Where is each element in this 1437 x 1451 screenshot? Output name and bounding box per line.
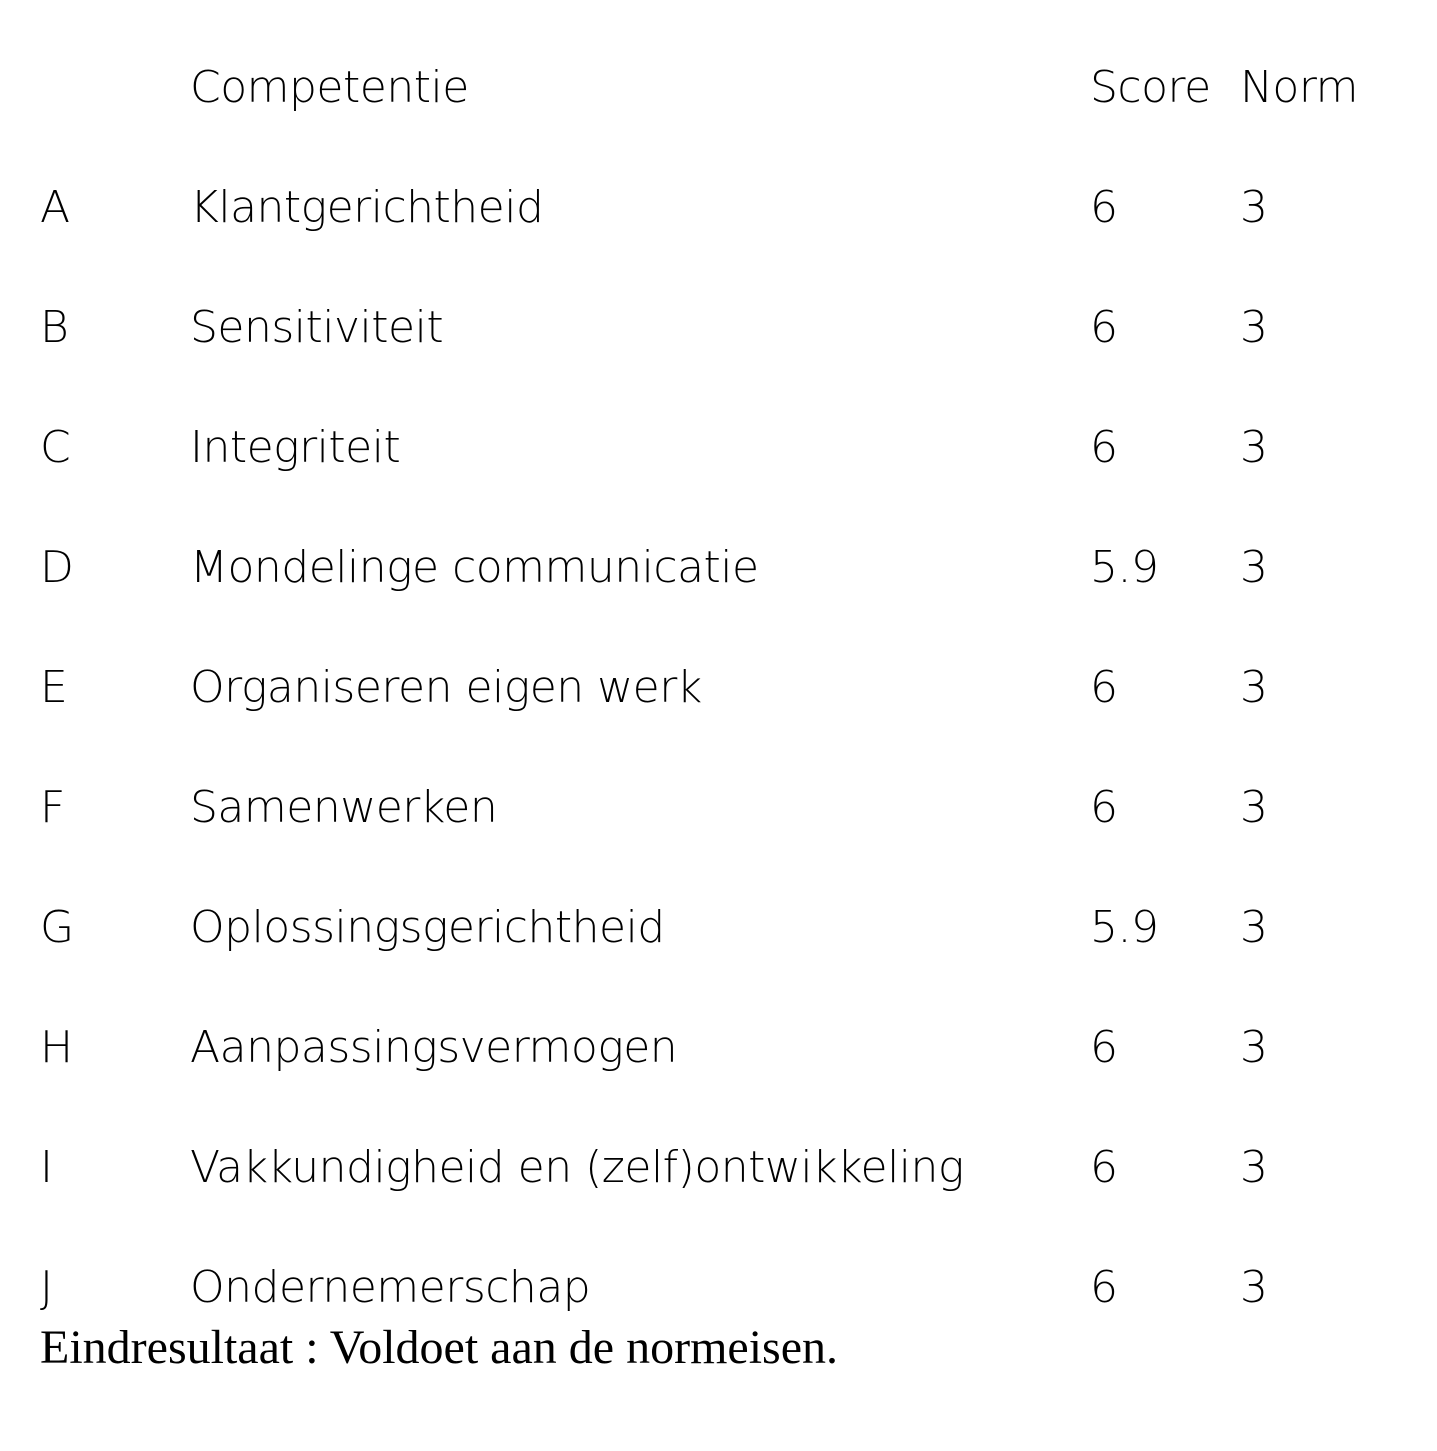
row-norm: 3: [1240, 422, 1268, 473]
row-competency: Mondelinge communicatie: [190, 542, 759, 593]
row-score: 5.9: [1090, 542, 1159, 593]
table-header: [0, 58, 1437, 118]
final-result: Eindresultaat : Voldoet aan de normeisen.: [40, 1321, 839, 1374]
row-competency: Samenwerken: [190, 782, 498, 833]
row-competency: Oplossingsgerichtheid: [190, 902, 665, 953]
row-letter: J: [40, 1262, 53, 1313]
row-letter: F: [40, 782, 65, 833]
row-norm: 3: [1240, 1262, 1268, 1313]
table-row: [0, 538, 1437, 598]
row-score: 6: [1090, 1022, 1118, 1073]
table-row: [0, 1138, 1437, 1198]
row-score: 6: [1090, 1262, 1118, 1313]
row-letter: H: [40, 1022, 73, 1073]
table-row: [0, 898, 1437, 958]
row-letter: C: [40, 422, 71, 473]
table-row: [0, 658, 1437, 718]
row-norm: 3: [1240, 542, 1268, 593]
row-norm: 3: [1240, 902, 1268, 953]
row-score: 6: [1090, 302, 1118, 353]
table-row: [0, 178, 1437, 238]
header-score: Score: [1090, 62, 1211, 113]
row-competency: Organiseren eigen werk: [190, 662, 702, 713]
row-norm: 3: [1240, 1142, 1268, 1193]
row-letter: G: [40, 902, 74, 953]
row-norm: 3: [1240, 182, 1268, 233]
row-letter: D: [40, 542, 74, 593]
row-score: 6: [1090, 1142, 1118, 1193]
row-norm: 3: [1240, 782, 1268, 833]
row-competency: Klantgerichtheid: [190, 182, 544, 233]
row-competency: Aanpassingsvermogen: [190, 1022, 678, 1073]
table-row: [0, 1258, 1437, 1318]
row-score: 6: [1090, 182, 1118, 233]
row-letter: E: [40, 662, 68, 713]
header-competency: Competentie: [190, 62, 469, 113]
row-letter: A: [40, 182, 70, 233]
row-score: 6: [1090, 662, 1118, 713]
table-row: [0, 298, 1437, 358]
row-competency: Integriteit: [190, 422, 401, 473]
row-norm: 3: [1240, 662, 1268, 713]
row-competency: Vakkundigheid en (zelf)ontwikkeling: [190, 1142, 964, 1193]
row-score: 6: [1090, 422, 1118, 473]
table-row: [0, 1018, 1437, 1078]
row-letter: B: [40, 302, 69, 353]
row-competency: Ondernemerschap: [190, 1262, 591, 1313]
row-score: 6: [1090, 782, 1118, 833]
row-competency: Sensitiviteit: [190, 302, 444, 353]
table-row: [0, 778, 1437, 838]
row-letter: I: [40, 1142, 53, 1193]
header-norm: Norm: [1240, 62, 1359, 113]
row-score: 5.9: [1090, 902, 1159, 953]
row-norm: 3: [1240, 302, 1268, 353]
table-row: [0, 418, 1437, 478]
row-norm: 3: [1240, 1022, 1268, 1073]
